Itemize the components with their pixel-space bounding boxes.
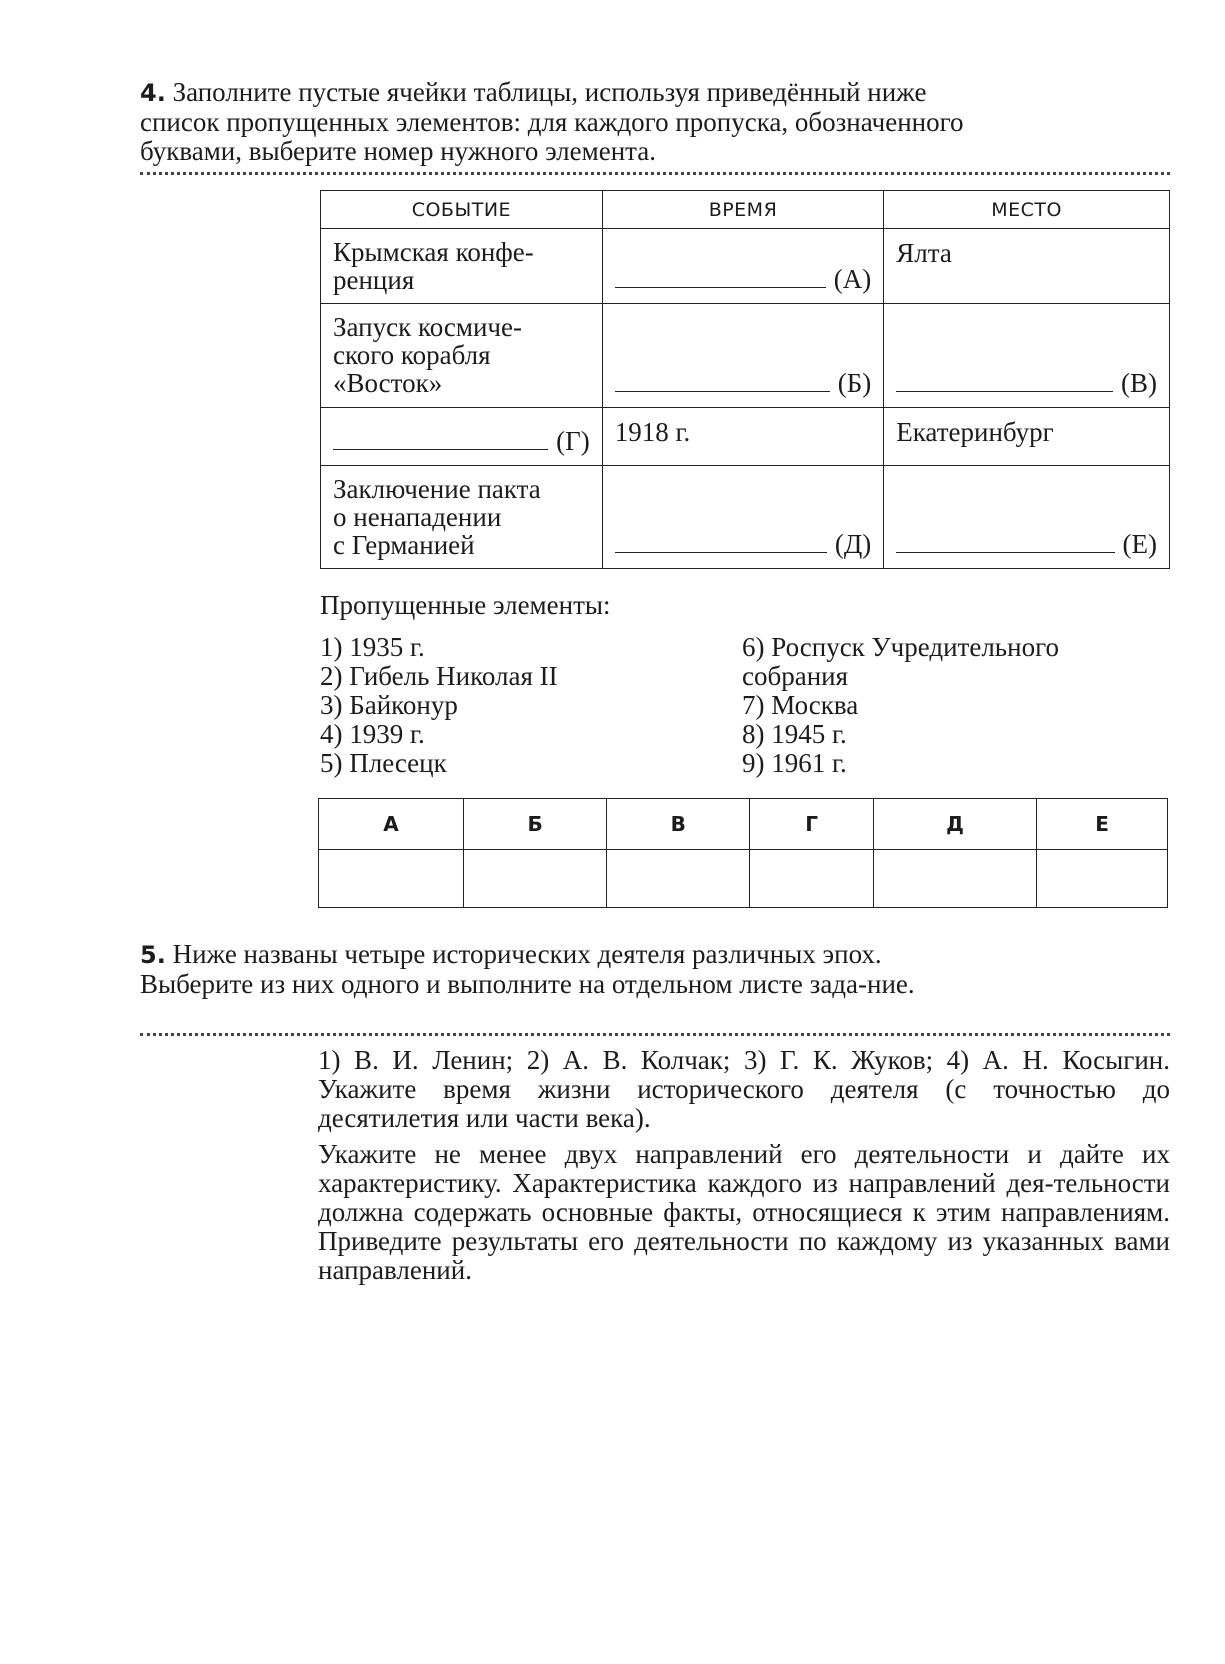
header-time: ВРЕМЯ — [602, 191, 884, 229]
task-4-text: Заполните пустые ячейки таблицы, используя приведённый ниже список пропущенных элементов: для каждого пропуска, обозначенного буквами, выберите номер нужного элемента. — [140, 77, 964, 166]
list-item: 5) Плесецк — [320, 748, 447, 778]
table-row — [321, 408, 1170, 466]
task-5-heading — [140, 940, 1000, 999]
header-event: СОБЫТИЕ — [321, 191, 603, 229]
time-cell: 1918 г. — [614, 417, 691, 447]
missing-list-left — [320, 633, 558, 778]
header-place: МЕСТО — [884, 191, 1170, 229]
answer-cell-e[interactable] — [1037, 850, 1168, 908]
table-row — [321, 304, 1170, 408]
blank-mark: (А) — [833, 264, 872, 294]
answer-letter-e: Е — [1037, 799, 1168, 850]
list-item: 4) 1939 г. — [320, 719, 425, 749]
place-cell: Ялта — [896, 238, 952, 268]
task-5-paragraph-2: Укажите не менее двух направлений его деятельности и дайте их характеристику. Характеристика каждого из направлений дея-тельности должна содержать основные факты, относящиеся к этим направлениям. Приведите результаты его деятельности по каждому из указанных вами направлений. — [318, 1139, 1170, 1285]
task-5-divider — [140, 1033, 1170, 1036]
list-item: 8) 1945 г. — [742, 719, 847, 749]
blank-mark: (Е) — [1122, 529, 1157, 559]
answer-cell-d[interactable] — [873, 850, 1036, 908]
task-4-heading — [140, 78, 1000, 166]
task-4-divider — [140, 172, 1170, 175]
blank-mark: (Б) — [837, 368, 872, 398]
answer-cell-a[interactable] — [319, 850, 464, 908]
answer-letter-g: Г — [750, 799, 874, 850]
list-item: 6) Роспуск Учредительного — [742, 632, 1059, 662]
table-row — [321, 229, 1170, 304]
event-cell: Заключение пакта о ненападении с Германией — [333, 474, 541, 560]
list-item: 7) Москва — [742, 690, 859, 720]
task-5-text: Ниже названы четыре исторических деятеля различных эпох. Выберите из них одного и выполните на отдельном листе зада-ние. — [140, 939, 915, 999]
place-cell: Екатеринбург — [896, 417, 1054, 447]
answer-cell-v[interactable] — [607, 850, 750, 908]
answer-cell-g[interactable] — [750, 850, 874, 908]
answer-letter-d: Д — [873, 799, 1036, 850]
list-item: 1) 1935 г. — [320, 632, 425, 662]
list-item: собрания — [742, 661, 849, 691]
blank-mark: (Д) — [834, 529, 872, 559]
missing-list-right — [742, 633, 1059, 778]
task-5-paragraph-1: 1) В. И. Ленин; 2) А. В. Колчак; 3) Г. К. Жуков; 4) А. Н. Косыгин. Укажите время жизни исторического деятеля (с точностью до десятилетия или части века). — [318, 1045, 1170, 1133]
answer-table — [318, 798, 1168, 908]
task-4-number: 4. — [140, 79, 166, 107]
list-item: 9) 1961 г. — [742, 748, 847, 778]
answer-letter-b: Б — [464, 799, 607, 850]
events-table — [320, 190, 1170, 569]
table-row — [321, 466, 1170, 569]
event-cell: Запуск космиче- ского корабля «Восток» — [333, 312, 522, 398]
blank-mark: (Г) — [556, 426, 590, 456]
missing-elements-title: Пропущенные элементы: — [320, 590, 611, 620]
list-item: 2) Гибель Николая II — [320, 661, 558, 691]
list-item: 3) Байконур — [320, 690, 458, 720]
answer-cell-b[interactable] — [464, 850, 607, 908]
blank-mark: (В) — [1121, 368, 1157, 398]
task-5-number: 5. — [140, 941, 166, 969]
answer-letter-a: А — [319, 799, 464, 850]
answer-letter-v: В — [607, 799, 750, 850]
event-cell: Крымская конфе- ренция — [333, 237, 534, 295]
